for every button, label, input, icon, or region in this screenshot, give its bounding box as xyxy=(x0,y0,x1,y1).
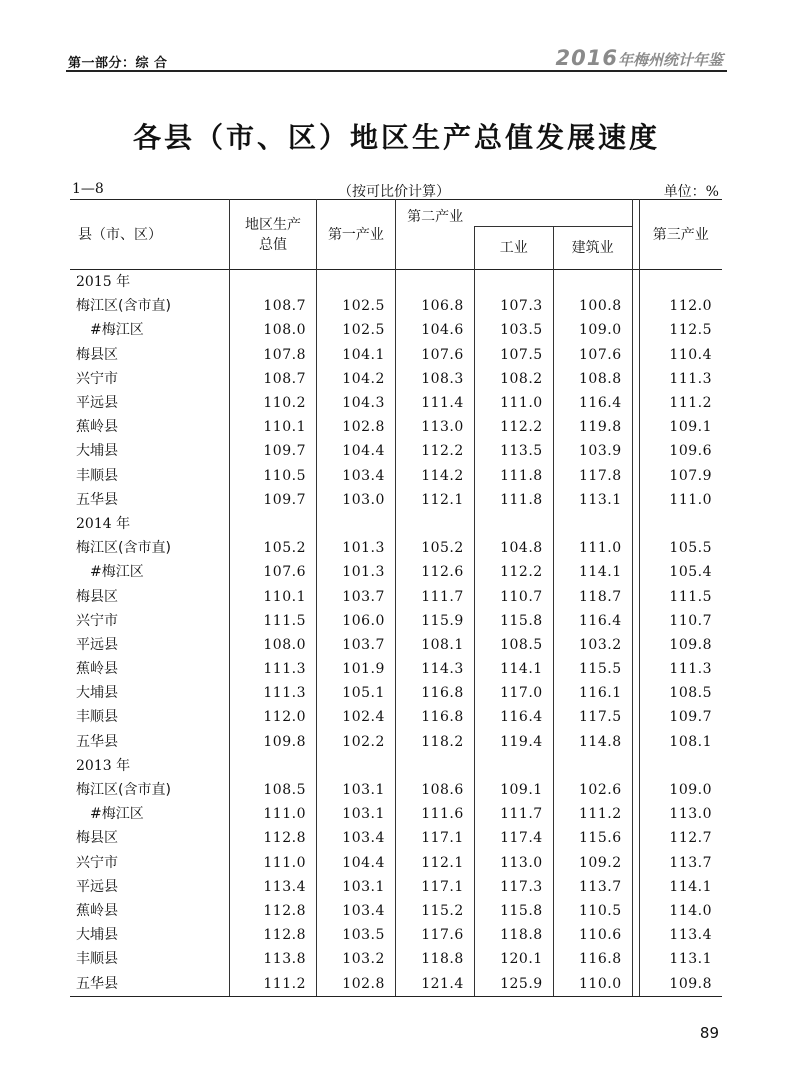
value-tertiary: 111.3 xyxy=(669,661,712,678)
value-construction: 118.7 xyxy=(553,584,632,608)
gap-cell xyxy=(632,415,639,439)
table-row xyxy=(70,584,722,608)
value-industry: 119.4 xyxy=(474,730,553,754)
value-industry: 107.5 xyxy=(474,343,553,367)
table-row xyxy=(70,367,722,391)
value-tertiary: 109.1 xyxy=(669,419,712,436)
value-tertiary: 114.1 xyxy=(669,878,712,895)
value-secondary: 114.3 xyxy=(395,657,474,681)
value-secondary: 108.3 xyxy=(395,367,474,391)
value-gdp: 112.0 xyxy=(230,705,317,729)
region-name: 兴宁市 xyxy=(76,612,118,629)
col-header-tertiary: 第三产业 xyxy=(652,226,709,243)
value-tertiary: 112.0 xyxy=(669,298,712,315)
value-gdp: 108.0 xyxy=(230,318,317,342)
value-tertiary: 105.5 xyxy=(669,540,712,557)
value-tertiary: 113.1 xyxy=(669,951,712,968)
empty-cell xyxy=(639,512,722,536)
value-industry: 113.5 xyxy=(474,439,553,463)
empty-cell xyxy=(632,754,639,778)
value-secondary: 111.6 xyxy=(395,802,474,826)
value-secondary: 107.6 xyxy=(395,343,474,367)
empty-cell xyxy=(553,754,632,778)
value-construction: 110.6 xyxy=(553,923,632,947)
value-gdp: 108.7 xyxy=(230,294,317,318)
value-tertiary: 111.2 xyxy=(669,395,712,412)
section-header: 第一部分：综 合 xyxy=(68,56,168,71)
gap-cell xyxy=(632,439,639,463)
value-secondary: 121.4 xyxy=(395,971,474,996)
value-tertiary: 111.5 xyxy=(669,588,712,605)
year-label: 2014 年 xyxy=(76,515,131,532)
value-gdp: 111.5 xyxy=(230,609,317,633)
table-row xyxy=(70,947,722,971)
value-tertiary: 111.3 xyxy=(669,370,712,387)
region-name: 梅江区(含市直) xyxy=(76,782,171,799)
value-tertiary: 113.0 xyxy=(669,806,712,823)
region-name: 五华县 xyxy=(76,491,118,508)
region-name: 五华县 xyxy=(70,971,230,996)
value-industry: 114.1 xyxy=(474,657,553,681)
empty-cell xyxy=(230,512,317,536)
value-tertiary: 108.1 xyxy=(669,733,712,750)
table-row xyxy=(70,971,722,996)
value-primary: 101.3 xyxy=(316,536,395,560)
table-row xyxy=(70,851,722,875)
value-construction: 113.7 xyxy=(553,875,632,899)
table-row xyxy=(70,730,722,754)
empty-cell xyxy=(316,512,395,536)
gap-cell xyxy=(632,899,639,923)
value-construction: 109.2 xyxy=(553,851,632,875)
value-secondary: 118.8 xyxy=(395,947,474,971)
value-primary: 104.4 xyxy=(316,439,395,463)
value-primary: 102.8 xyxy=(316,415,395,439)
table-row xyxy=(70,633,722,657)
value-secondary: 117.1 xyxy=(395,875,474,899)
value-industry: 104.8 xyxy=(474,536,553,560)
yearbook-year: 2016 xyxy=(555,46,618,70)
empty-cell xyxy=(632,270,639,295)
value-gdp: 111.0 xyxy=(230,851,317,875)
value-gdp: 113.4 xyxy=(230,875,317,899)
value-industry: 115.8 xyxy=(474,609,553,633)
value-tertiary: 108.5 xyxy=(669,685,712,702)
gap-cell xyxy=(632,730,639,754)
region-name: 五华县 xyxy=(76,733,118,750)
growth-table xyxy=(70,199,722,997)
value-primary: 104.3 xyxy=(316,391,395,415)
table-row xyxy=(70,657,722,681)
region-name: 蕉岭县 xyxy=(76,661,118,678)
value-secondary: 112.2 xyxy=(395,439,474,463)
col-header-gdp xyxy=(230,200,317,270)
header-blank xyxy=(474,200,553,227)
table-row xyxy=(70,778,722,802)
value-secondary: 115.2 xyxy=(395,899,474,923)
col-header-secondary: 第二产业 xyxy=(395,200,474,227)
value-gdp: 110.1 xyxy=(230,584,317,608)
value-secondary: 118.2 xyxy=(395,730,474,754)
value-industry: 117.0 xyxy=(474,681,553,705)
table-number: 1—8 xyxy=(72,181,104,197)
table-row xyxy=(70,923,722,947)
region-name: 平远县 xyxy=(76,395,118,412)
empty-cell xyxy=(395,270,474,295)
col-header-construction: 建筑业 xyxy=(553,227,632,270)
value-gdp: 111.3 xyxy=(230,657,317,681)
value-gdp: 109.7 xyxy=(230,439,317,463)
value-primary: 104.4 xyxy=(316,851,395,875)
value-tertiary: 110.7 xyxy=(669,612,712,629)
value-construction: 102.6 xyxy=(553,778,632,802)
table-row xyxy=(70,318,722,342)
year-label: 2013 年 xyxy=(76,757,131,774)
gap-cell xyxy=(632,705,639,729)
value-secondary: 104.6 xyxy=(395,318,474,342)
value-secondary: 111.4 xyxy=(395,391,474,415)
value-gdp: 111.2 xyxy=(230,971,317,996)
region-name: 梅江区(含市直) xyxy=(76,540,171,557)
value-construction: 107.6 xyxy=(553,343,632,367)
value-construction: 113.1 xyxy=(553,488,632,512)
value-primary: 101.3 xyxy=(316,560,395,584)
gap-cell xyxy=(632,391,639,415)
col-header-gdp-line2: 总值 xyxy=(259,236,288,253)
value-construction: 119.8 xyxy=(553,415,632,439)
header-blank xyxy=(553,200,632,227)
value-gdp: 107.8 xyxy=(230,343,317,367)
value-secondary: 117.1 xyxy=(395,826,474,850)
value-gdp: 109.7 xyxy=(230,488,317,512)
region-name: 平远县 xyxy=(76,636,118,653)
gap-cell xyxy=(632,633,639,657)
region-name: 丰顺县 xyxy=(76,951,118,968)
value-secondary: 113.0 xyxy=(395,415,474,439)
value-primary: 103.1 xyxy=(316,778,395,802)
value-industry: 108.2 xyxy=(474,367,553,391)
value-tertiary: 111.0 xyxy=(669,491,712,508)
empty-cell xyxy=(639,270,722,295)
value-primary: 102.5 xyxy=(316,294,395,318)
gap-cell xyxy=(632,657,639,681)
unit-label: 单位：% xyxy=(663,184,719,200)
table-row xyxy=(70,343,722,367)
table-row xyxy=(70,802,722,826)
value-construction: 117.8 xyxy=(553,464,632,488)
value-tertiary: 109.6 xyxy=(669,443,712,460)
region-name: 蕉岭县 xyxy=(76,419,118,436)
value-industry: 117.3 xyxy=(474,875,553,899)
gap-cell xyxy=(632,367,639,391)
region-name: 梅江区(含市直) xyxy=(76,298,171,315)
value-secondary: 116.8 xyxy=(395,681,474,705)
region-name: #梅江区 xyxy=(90,322,144,339)
value-secondary: 108.1 xyxy=(395,633,474,657)
value-gdp: 110.1 xyxy=(230,415,317,439)
value-primary: 103.4 xyxy=(316,826,395,850)
value-tertiary: 109.8 xyxy=(639,971,722,996)
value-construction: 115.5 xyxy=(553,657,632,681)
region-name: #梅江区 xyxy=(90,806,144,823)
empty-cell xyxy=(230,754,317,778)
region-name: 梅县区 xyxy=(76,830,118,847)
value-construction: 114.8 xyxy=(553,730,632,754)
value-construction: 116.1 xyxy=(553,681,632,705)
value-gdp: 112.8 xyxy=(230,923,317,947)
value-industry: 108.5 xyxy=(474,633,553,657)
region-name: 蕉岭县 xyxy=(76,902,118,919)
table-row xyxy=(70,705,722,729)
gap-cell xyxy=(632,923,639,947)
table-body xyxy=(70,270,722,997)
gap-cell xyxy=(632,343,639,367)
value-secondary: 114.2 xyxy=(395,464,474,488)
region-name: 大埔县 xyxy=(76,927,118,944)
value-secondary: 108.6 xyxy=(395,778,474,802)
value-industry: 115.8 xyxy=(474,899,553,923)
value-industry: 118.8 xyxy=(474,923,553,947)
value-primary: 102.2 xyxy=(316,730,395,754)
value-construction: 100.8 xyxy=(553,294,632,318)
yearbook-header xyxy=(556,46,723,70)
empty-cell xyxy=(395,754,474,778)
gap-cell xyxy=(632,488,639,512)
value-gdp: 113.8 xyxy=(230,947,317,971)
empty-cell xyxy=(316,270,395,295)
value-primary: 103.0 xyxy=(316,488,395,512)
table-row xyxy=(70,560,722,584)
value-industry: 113.0 xyxy=(474,851,553,875)
gap-cell xyxy=(632,851,639,875)
year-row xyxy=(70,754,722,778)
value-primary: 104.2 xyxy=(316,367,395,391)
value-gdp: 112.8 xyxy=(230,899,317,923)
gap-cell xyxy=(632,826,639,850)
empty-cell xyxy=(553,512,632,536)
empty-cell xyxy=(474,754,553,778)
region-name: 丰顺县 xyxy=(76,467,118,484)
value-industry: 120.1 xyxy=(474,947,553,971)
value-primary: 106.0 xyxy=(316,609,395,633)
value-gdp: 111.3 xyxy=(230,681,317,705)
gap-cell xyxy=(632,947,639,971)
region-name: 平远县 xyxy=(76,878,118,895)
value-tertiary: 109.7 xyxy=(669,709,712,726)
empty-cell xyxy=(230,270,317,295)
value-tertiary: 114.0 xyxy=(669,902,712,919)
table-row xyxy=(70,826,722,850)
value-gdp: 110.2 xyxy=(230,391,317,415)
value-construction: 111.0 xyxy=(553,536,632,560)
col-header-region: 县（市、区） xyxy=(78,226,162,243)
value-secondary: 117.6 xyxy=(395,923,474,947)
table-row xyxy=(70,391,722,415)
value-construction: 108.8 xyxy=(553,367,632,391)
value-construction: 103.2 xyxy=(553,633,632,657)
value-secondary: 112.1 xyxy=(395,851,474,875)
value-industry: 116.4 xyxy=(474,705,553,729)
header-gap xyxy=(632,200,639,270)
value-primary: 102.5 xyxy=(316,318,395,342)
empty-cell xyxy=(474,270,553,295)
empty-cell xyxy=(474,512,553,536)
value-industry: 111.8 xyxy=(474,464,553,488)
empty-cell xyxy=(395,512,474,536)
value-construction: 103.9 xyxy=(553,439,632,463)
region-name: #梅江区 xyxy=(90,564,144,581)
value-tertiary: 112.5 xyxy=(669,322,712,339)
value-construction: 111.2 xyxy=(553,802,632,826)
value-construction: 109.0 xyxy=(553,318,632,342)
value-primary: 103.4 xyxy=(316,464,395,488)
gap-cell xyxy=(632,778,639,802)
value-construction: 116.4 xyxy=(553,609,632,633)
value-primary: 103.1 xyxy=(316,875,395,899)
value-industry: 111.0 xyxy=(474,391,553,415)
gap-cell xyxy=(632,536,639,560)
value-primary: 103.2 xyxy=(316,947,395,971)
value-primary: 103.1 xyxy=(316,802,395,826)
yearbook-name: 年梅州统计年鉴 xyxy=(617,51,723,69)
value-gdp: 109.8 xyxy=(230,730,317,754)
table-row xyxy=(70,609,722,633)
value-construction: 114.1 xyxy=(553,560,632,584)
gap-cell xyxy=(632,294,639,318)
year-row xyxy=(70,270,722,295)
gap-cell xyxy=(632,802,639,826)
table-row xyxy=(70,464,722,488)
region-name: 梅县区 xyxy=(76,346,118,363)
value-secondary: 106.8 xyxy=(395,294,474,318)
value-tertiary: 113.4 xyxy=(669,927,712,944)
value-industry: 110.7 xyxy=(474,584,553,608)
value-primary: 102.4 xyxy=(316,705,395,729)
col-header-industry: 工业 xyxy=(474,227,553,270)
value-tertiary: 110.4 xyxy=(669,346,712,363)
value-primary: 105.1 xyxy=(316,681,395,705)
gap-cell xyxy=(632,681,639,705)
value-secondary: 116.8 xyxy=(395,705,474,729)
gap-cell xyxy=(632,875,639,899)
value-tertiary: 109.8 xyxy=(669,636,712,653)
table-row xyxy=(70,294,722,318)
header-blank xyxy=(395,227,474,270)
value-primary: 103.7 xyxy=(316,633,395,657)
value-industry: 111.7 xyxy=(474,802,553,826)
header-rule xyxy=(66,70,727,72)
value-secondary: 111.7 xyxy=(395,584,474,608)
value-industry: 112.2 xyxy=(474,560,553,584)
table-row xyxy=(70,439,722,463)
value-primary: 101.9 xyxy=(316,657,395,681)
gap-cell xyxy=(632,584,639,608)
year-row xyxy=(70,512,722,536)
table-row xyxy=(70,899,722,923)
region-name: 大埔县 xyxy=(76,443,118,460)
year-label: 2015 年 xyxy=(76,274,131,291)
value-primary: 103.5 xyxy=(316,923,395,947)
gap-cell xyxy=(632,318,639,342)
value-industry: 103.5 xyxy=(474,318,553,342)
value-tertiary: 113.7 xyxy=(669,854,712,871)
table-subtitle: （按可比价计算） xyxy=(338,184,450,200)
value-industry: 111.8 xyxy=(474,488,553,512)
value-gdp: 108.7 xyxy=(230,367,317,391)
empty-cell xyxy=(632,512,639,536)
value-primary: 103.4 xyxy=(316,899,395,923)
value-construction: 110.0 xyxy=(553,971,632,996)
value-secondary: 112.6 xyxy=(395,560,474,584)
page-number: 89 xyxy=(699,1024,719,1042)
value-secondary: 115.9 xyxy=(395,609,474,633)
gap-cell xyxy=(632,609,639,633)
gap-cell xyxy=(632,560,639,584)
empty-cell xyxy=(639,754,722,778)
value-tertiary: 112.7 xyxy=(669,830,712,847)
region-name: 兴宁市 xyxy=(76,370,118,387)
region-name: 大埔县 xyxy=(76,685,118,702)
value-construction: 110.5 xyxy=(553,899,632,923)
gap-cell xyxy=(632,971,639,996)
empty-cell xyxy=(553,270,632,295)
value-gdp: 111.0 xyxy=(230,802,317,826)
table-row xyxy=(70,415,722,439)
value-tertiary: 107.9 xyxy=(669,467,712,484)
region-name: 兴宁市 xyxy=(76,854,118,871)
value-construction: 115.6 xyxy=(553,826,632,850)
value-tertiary: 105.4 xyxy=(669,564,712,581)
value-primary: 103.7 xyxy=(316,584,395,608)
value-tertiary: 109.0 xyxy=(669,782,712,799)
value-gdp: 107.6 xyxy=(230,560,317,584)
value-primary: 104.1 xyxy=(316,343,395,367)
table-row xyxy=(70,875,722,899)
table-row xyxy=(70,488,722,512)
table-row xyxy=(70,536,722,560)
value-gdp: 108.5 xyxy=(230,778,317,802)
value-primary: 102.8 xyxy=(316,971,395,996)
value-construction: 117.5 xyxy=(553,705,632,729)
value-gdp: 112.8 xyxy=(230,826,317,850)
value-industry: 112.2 xyxy=(474,415,553,439)
value-gdp: 105.2 xyxy=(230,536,317,560)
table-row xyxy=(70,681,722,705)
region-name: 丰顺县 xyxy=(76,709,118,726)
col-header-gdp-line1: 地区生产 xyxy=(245,216,302,233)
empty-cell xyxy=(316,754,395,778)
col-header-primary: 第一产业 xyxy=(316,200,395,270)
value-gdp: 108.0 xyxy=(230,633,317,657)
region-name: 梅县区 xyxy=(76,588,118,605)
value-construction: 116.4 xyxy=(553,391,632,415)
value-industry: 125.9 xyxy=(474,971,553,996)
value-gdp: 110.5 xyxy=(230,464,317,488)
value-secondary: 105.2 xyxy=(395,536,474,560)
page-title: 各县（市、区）地区生产总值发展速度 xyxy=(132,121,660,154)
gap-cell xyxy=(632,464,639,488)
value-industry: 107.3 xyxy=(474,294,553,318)
value-secondary: 112.1 xyxy=(395,488,474,512)
value-industry: 109.1 xyxy=(474,778,553,802)
value-industry: 117.4 xyxy=(474,826,553,850)
value-construction: 116.8 xyxy=(553,947,632,971)
